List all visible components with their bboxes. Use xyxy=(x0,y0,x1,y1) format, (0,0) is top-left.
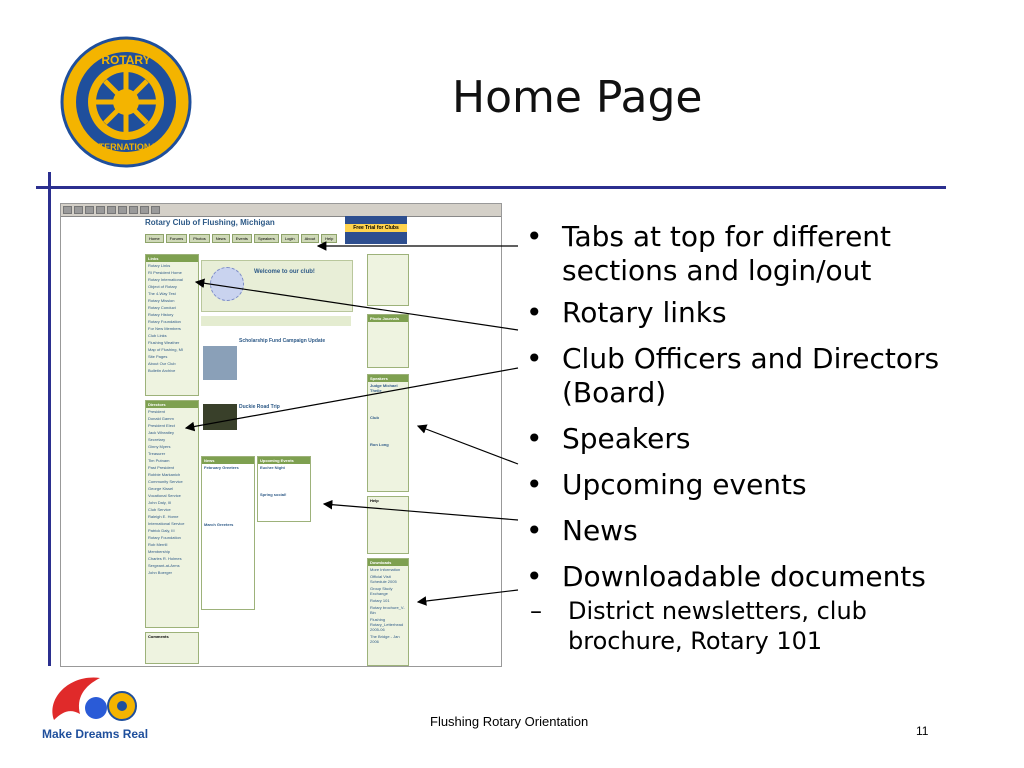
news-header: News xyxy=(202,457,254,464)
director-name[interactable]: John Daly, III xyxy=(148,500,172,505)
download-item[interactable]: Group Study Exchange xyxy=(370,586,393,596)
slide-title: Home Page xyxy=(452,72,703,123)
arrow-downloads xyxy=(418,590,518,602)
link-item[interactable]: Rotary Links xyxy=(148,263,171,268)
director-name[interactable]: Tim Putnam xyxy=(148,458,170,463)
bullet-item: • Downloadable documents xyxy=(522,560,962,594)
director-role: Vocational Service xyxy=(148,493,181,498)
arrow-speakers xyxy=(418,426,518,464)
tab-help[interactable]: Help xyxy=(321,234,337,243)
story-title[interactable]: Duckie Road Trip xyxy=(239,404,280,410)
tab-photos[interactable]: Photos xyxy=(189,234,209,243)
tab-forums[interactable]: Forums xyxy=(166,234,188,243)
director-name[interactable]: Jack Wheatley xyxy=(148,430,175,435)
make-dreams-real-logo xyxy=(40,668,160,742)
bullet-item: • News xyxy=(522,514,962,548)
arrow-directors xyxy=(186,368,518,428)
events-header: Upcoming Events xyxy=(258,457,310,464)
logo-bottom-text: INTERNATIONAL xyxy=(89,142,163,152)
arrow-links xyxy=(196,282,518,330)
director-name[interactable]: Ginny Myers xyxy=(148,444,171,449)
link-item[interactable]: About Our Club xyxy=(148,361,176,366)
link-item[interactable]: Map of Flushing, MI xyxy=(148,347,184,352)
bullet-item: • Speakers xyxy=(522,422,962,456)
download-item[interactable]: Rotary brochure_V-Bin xyxy=(370,605,405,615)
download-item[interactable]: Official Visit Schedule 2005 xyxy=(370,574,397,584)
download-item[interactable]: The Bridge - Jan 2006 xyxy=(370,634,400,644)
director-role: President Elect xyxy=(148,423,175,428)
download-item[interactable]: Flushing Rotary_Letterhead 2005-06 xyxy=(370,617,404,632)
download-item[interactable]: Rotary 101 xyxy=(370,598,390,603)
link-item[interactable]: Rotary Conduct xyxy=(148,305,176,310)
link-item[interactable]: Object of Rotary xyxy=(148,284,177,289)
bullet-list xyxy=(522,220,962,656)
link-item[interactable]: Rotary International xyxy=(148,277,183,282)
sub-bullet-item: – District newsletters, club brochure, Rotary 101 xyxy=(522,596,962,656)
link-item[interactable]: For New Members xyxy=(148,326,181,331)
bullet-item: • Rotary links xyxy=(522,296,962,330)
slide-footer: Flushing Rotary Orientation xyxy=(430,714,589,729)
make-dreams-real-text: Make Dreams Real xyxy=(42,727,149,741)
director-role: Community Service xyxy=(148,479,183,484)
event-item[interactable]: Euchre Night xyxy=(260,465,285,470)
story-title[interactable]: Scholarship Fund Campaign Update xyxy=(239,338,326,344)
site-title: Rotary Club of Flushing, Michigan xyxy=(145,218,275,227)
download-item[interactable]: More Information xyxy=(370,567,401,572)
arrow-events xyxy=(324,504,518,520)
director-name[interactable]: Patrick Daly, III xyxy=(148,528,175,533)
link-item[interactable]: Rotary Mission xyxy=(148,298,175,303)
link-item[interactable]: RI President Home xyxy=(148,270,182,275)
link-item[interactable]: Rotary History xyxy=(148,312,174,317)
director-role: President xyxy=(148,409,165,414)
director-name[interactable]: George Kissel xyxy=(148,486,174,491)
photo-journals-header: Photo Journals xyxy=(368,315,408,322)
director-name[interactable]: Charles R. Holmes xyxy=(148,556,182,561)
bullet-item: • Tabs at top for different sections and login/out xyxy=(522,220,962,288)
director-role: Treasurer xyxy=(148,451,166,456)
director-role: International Service xyxy=(148,521,185,526)
directors-header: Directors xyxy=(146,401,198,408)
link-item[interactable]: Site Pages xyxy=(148,354,168,359)
director-role: Rotary Foundation xyxy=(148,535,181,540)
director-role: Membership xyxy=(148,549,171,554)
news-item[interactable]: March Greeters xyxy=(204,522,234,527)
bullet-item: • Upcoming events xyxy=(522,468,962,502)
director-name[interactable]: John Boerger xyxy=(148,570,173,575)
link-item[interactable]: Rotary Foundation xyxy=(148,319,181,324)
speaker-item[interactable]: Ron Long xyxy=(370,442,389,447)
tab-speakers[interactable]: Speakers xyxy=(254,234,279,243)
speaker-item[interactable]: Club xyxy=(370,415,379,420)
welcome-title: Welcome to our club! xyxy=(254,269,315,275)
link-item[interactable]: Bulletin Archive xyxy=(148,368,176,373)
free-trial-button[interactable]: Free Trial for Clubs xyxy=(345,224,407,232)
tab-events[interactable]: Events xyxy=(232,234,252,243)
speakers-header: Speakers xyxy=(368,375,408,382)
bullet-item: • Club Officers and Directors (Board) xyxy=(522,342,962,410)
link-item[interactable]: Club Links xyxy=(148,333,167,338)
tab-news[interactable]: News xyxy=(212,234,230,243)
director-role: Sergeant-at-Arms xyxy=(148,563,180,568)
tab-home[interactable]: Home xyxy=(145,234,164,243)
director-name[interactable]: Robbie Markanich xyxy=(148,472,181,477)
event-item[interactable]: Spring social! xyxy=(260,492,287,497)
director-name[interactable]: Rob Merrill xyxy=(148,542,168,547)
logo-top-text: ROTARY xyxy=(101,53,151,67)
director-name[interactable]: Donald Gamm xyxy=(148,416,174,421)
tab-about[interactable]: About xyxy=(301,234,319,243)
director-name[interactable]: Raleigh E. Horne xyxy=(148,514,179,519)
news-item[interactable]: February Greeters xyxy=(204,465,239,470)
link-item[interactable]: The 4-Way Test xyxy=(148,291,176,296)
speaker-item[interactable]: Judge Michael Theile xyxy=(370,383,398,393)
page-number: 11 xyxy=(916,724,929,738)
tab-login[interactable]: Login xyxy=(281,234,299,243)
links-header: Links xyxy=(146,255,198,262)
director-role: Secretary xyxy=(148,437,166,442)
director-role: Past President xyxy=(148,465,175,470)
link-item[interactable]: Flushing Weather xyxy=(148,340,180,345)
director-role: Club Service xyxy=(148,507,171,512)
downloads-header: Downloads xyxy=(368,559,408,566)
comments-label[interactable]: Comments xyxy=(148,634,169,639)
help-label[interactable]: Help xyxy=(370,498,379,503)
